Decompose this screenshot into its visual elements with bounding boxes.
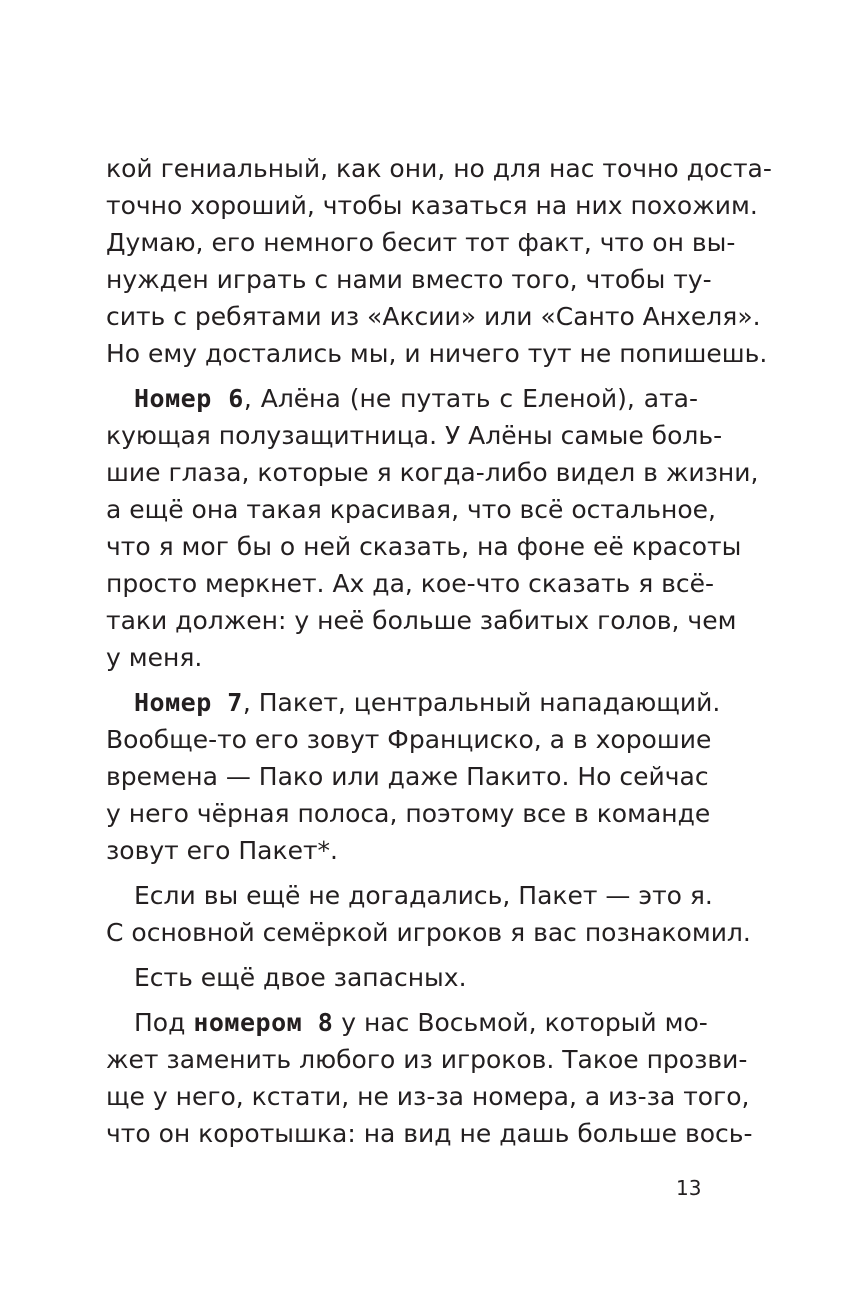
text-line: точно хороший, чтобы казаться на них похожим. [106, 191, 758, 220]
book-page-text [106, 150, 772, 1152]
text-line: что я мог бы о ней сказать, на фоне её красоты [106, 532, 742, 561]
text-line: кующая полузащитница. У Алёны самые боль- [106, 421, 723, 450]
paragraph [106, 150, 772, 372]
text-line: а ещё она такая красивая, что всё остальное, [106, 495, 716, 524]
text-line: просто меркнет. Ах да, кое-что сказать я всё- [106, 569, 715, 598]
player-number-heading: номером 8 [193, 1008, 334, 1037]
text-line: Но ему достались мы, и ничего тут не попишешь. [106, 339, 768, 368]
text-line: времена — Пако или даже Пакито. Но сейчас [106, 762, 709, 791]
text-line: жет заменить любого из игроков. Такое прозви- [106, 1045, 748, 1074]
paragraph [106, 959, 698, 996]
text-line: что он коротышка: на вид не дашь больше вось- [106, 1119, 753, 1148]
text-line: зовут его Пакет*. [106, 836, 338, 865]
player-number-heading: Номер 6 [134, 384, 244, 413]
text-fragment: , Пакет, центральный нападающий. [242, 688, 721, 717]
text-line: шие глаза, которые я когда-либо видел в жизни, [106, 458, 759, 487]
text-line [106, 684, 721, 721]
text-line [106, 1004, 708, 1041]
text-fragment: , Алёна (не путать с Еленой), ата- [243, 384, 698, 413]
text-fragment: Под [134, 1008, 194, 1037]
text-fragment: у нас Восьмой, который мо- [333, 1008, 708, 1037]
paragraph [106, 380, 759, 676]
paragraph [106, 877, 751, 951]
text-line: Есть ещё двое запасных. [134, 963, 467, 992]
text-line: Думаю, его немного бесит тот факт, что он вы- [106, 228, 736, 257]
text-line: нужден играть с нами вместо того, чтобы ту- [106, 265, 712, 294]
text-line: ще у него, кстати, не из-за номера, а из-за того, [106, 1082, 750, 1111]
paragraph [106, 1004, 753, 1152]
text-line: у меня. [106, 643, 203, 672]
text-line: таки должен: у неё больше забитых голов, чем [106, 606, 737, 635]
text-line [106, 380, 698, 417]
paragraph [106, 684, 721, 869]
text-line: С основной семёркой игроков я вас познакомил. [106, 918, 751, 947]
text-line: Вообще-то его зовут Франциско, а в хорошие [106, 725, 712, 754]
page-number: 13 [676, 1176, 702, 1200]
player-number-heading: Номер 7 [134, 688, 243, 717]
text-line: кой гениальный, как они, но для нас точно доста- [106, 154, 772, 183]
text-line: у него чёрная полоса, поэтому все в команде [106, 799, 711, 828]
text-line: Если вы ещё не догадались, Пакет — это я. [134, 881, 713, 910]
text-line: сить с ребятами из «Аксии» или «Санто Анхеля». [106, 302, 761, 331]
